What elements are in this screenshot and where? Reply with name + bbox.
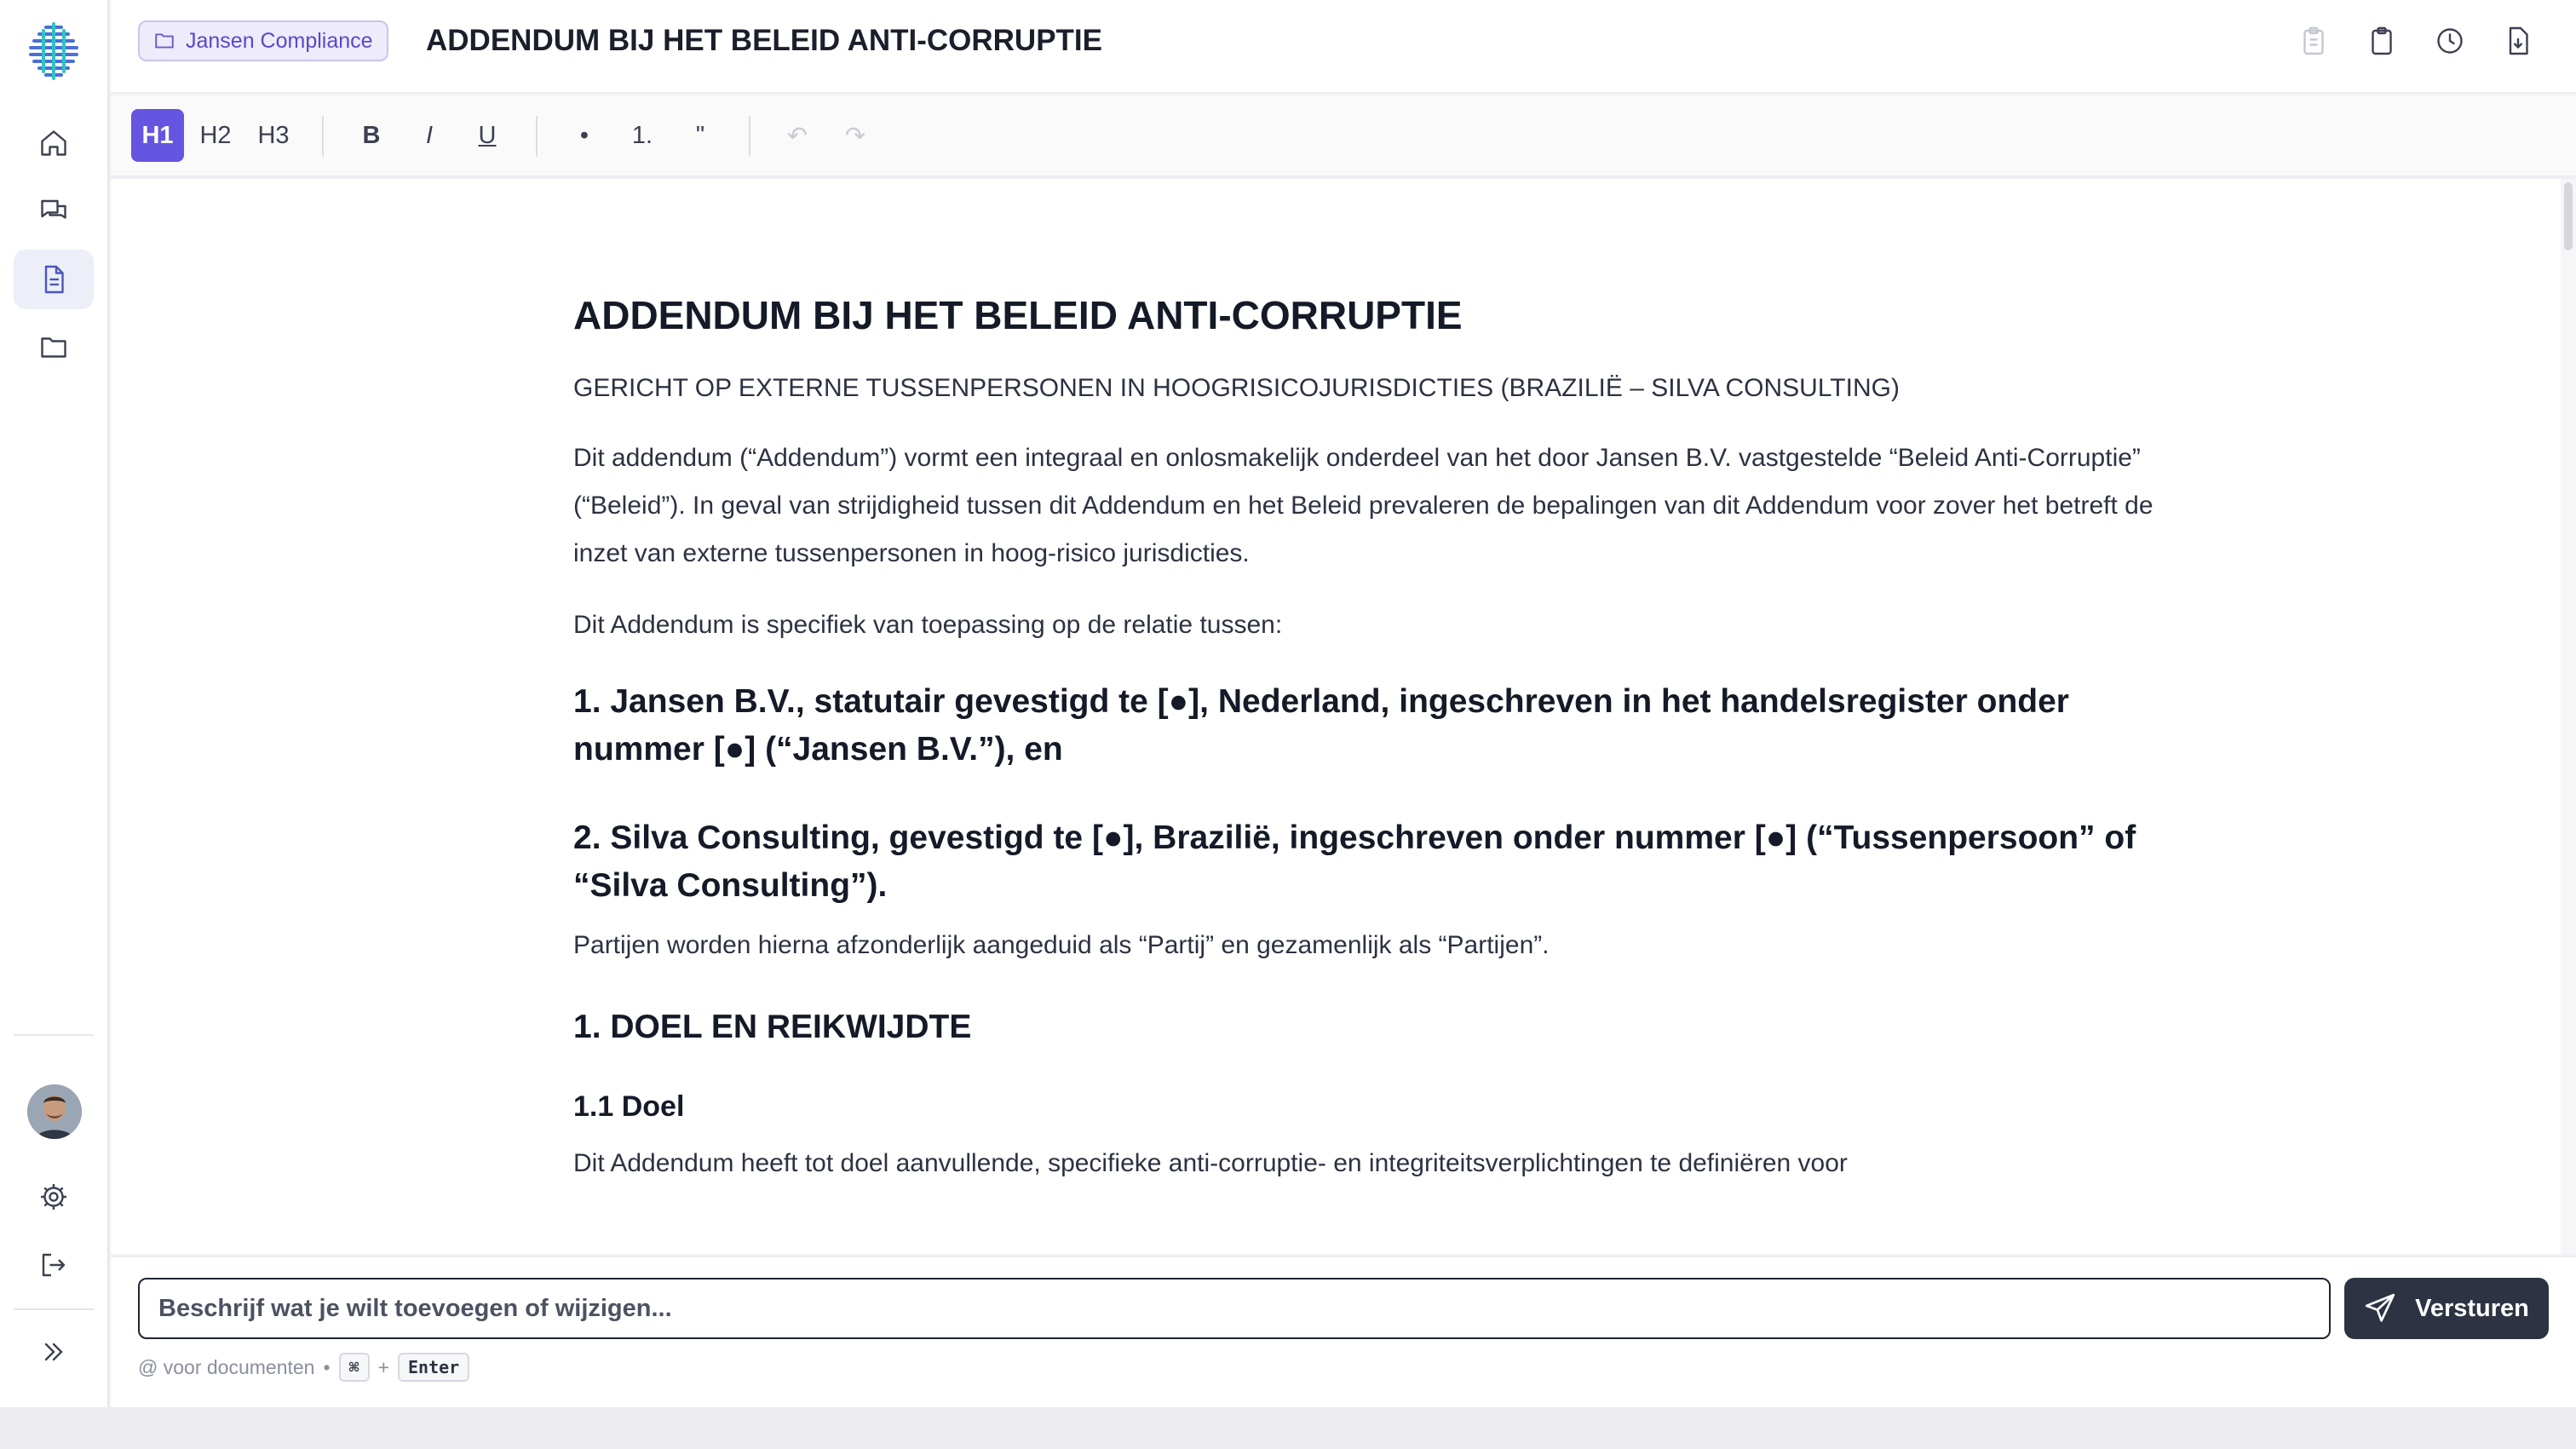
sidebar [0, 0, 109, 1407]
toolbar-separator [749, 116, 750, 157]
document-editor[interactable] [111, 179, 2561, 1254]
formatting-toolbar [111, 95, 2576, 177]
sidebar-divider [14, 1034, 94, 1036]
folder-icon [153, 30, 175, 52]
clock-icon [2435, 26, 2465, 56]
section-1-1-heading: 1.1 Doel [573, 1090, 685, 1123]
parties-note: Partijen worden hierna afzonderlijk aangeduid als “Partij” en gezamenlijk als “Partijen”. [573, 931, 1550, 959]
history-button[interactable] [2433, 24, 2467, 58]
document-content[interactable] [573, 290, 2209, 1187]
sidebar-item-documents[interactable] [14, 250, 94, 309]
toolbar-separator [322, 116, 324, 157]
document-icon [38, 264, 69, 295]
heading-3-button[interactable]: H3 [257, 121, 290, 149]
folder-badge-label: Jansen Compliance [186, 28, 373, 53]
scrollbar-thumb[interactable] [2564, 182, 2573, 250]
document-subtitle: GERICHT OP EXTERNE TUSSENPERSONEN IN HOOGRISICOJURISDICTIES (BRAZILIË – SILVA CONSULTING) [573, 374, 1900, 402]
undo-button[interactable]: ↶ [786, 122, 808, 150]
prompt-input[interactable] [138, 1278, 2331, 1339]
send-button-label: Versturen [2415, 1294, 2529, 1322]
heading-2-button[interactable]: H2 [199, 121, 232, 149]
download-button[interactable] [2501, 24, 2535, 58]
gear-icon [38, 1182, 69, 1212]
sidebar-item-chats[interactable] [14, 181, 94, 241]
home-icon [38, 128, 69, 158]
download-icon [2503, 26, 2533, 56]
document-header [111, 0, 2576, 94]
toolbar-separator [536, 116, 538, 157]
composer-hint [138, 1353, 469, 1382]
party-1-heading: 1. Jansen B.V., statutair gevestigd te [●], Nederland, ingeschreven in het handelsregister onder nummer [●] (“Jansen B.V.”), en [573, 683, 2069, 768]
applies-paragraph: Dit Addendum is specifiek van toepassing op de relatie tussen: [573, 611, 1283, 639]
hint-separator: • [323, 1355, 331, 1378]
ordered-list-button[interactable]: 1. [631, 121, 653, 149]
clipboard-list-button[interactable] [2297, 24, 2331, 58]
hint-plus: + [377, 1355, 390, 1378]
bottom-strip [0, 1407, 2576, 1449]
party-2-heading: 2. Silva Consulting, gevestigd te [●], Brazilië, ingeschreven onder nummer [●] (“Tussenpersoon” of “Silva Consulting”). [573, 819, 2136, 904]
chat-icon [38, 196, 69, 227]
send-button[interactable] [2344, 1278, 2549, 1339]
hint-text: @ voor documenten [138, 1355, 315, 1378]
underline-button[interactable]: U [478, 121, 497, 149]
sidebar-divider-bottom [14, 1308, 94, 1310]
bullet-list-button[interactable]: • [579, 121, 589, 149]
redo-button[interactable]: ↷ [844, 122, 866, 150]
sidebar-item-folders[interactable] [14, 318, 94, 377]
sidebar-item-home[interactable] [14, 113, 94, 173]
section-1-1-paragraph: Dit Addendum heeft tot doel aanvullende, specifieke anti-corruptie- en integriteitsverplichtingen te definiëren voor [573, 1149, 1848, 1177]
clipboard-button[interactable] [2365, 24, 2399, 58]
chevrons-right-icon [38, 1337, 69, 1367]
clipboard-icon [2366, 26, 2397, 56]
prompt-composer [111, 1256, 2576, 1407]
logout-button[interactable] [14, 1235, 94, 1295]
settings-button[interactable] [14, 1167, 94, 1227]
hint-key-command: ⌘ [339, 1353, 370, 1382]
clipboard-list-icon [2298, 26, 2329, 56]
italic-button[interactable]: I [425, 121, 434, 149]
section-1-heading: 1. DOEL EN REIKWIJDTE [573, 1009, 972, 1045]
send-icon [2364, 1292, 2396, 1325]
intro-paragraph: Dit addendum (“Addendum”) vormt een integraal en onlosmakelijk onderdeel van het door Jansen B.V. vastgestelde “Beleid Anti-Corruptie” (“Beleid”). In geval van strijdigheid tussen dit Addendum en het Beleid prevaleren de bepalingen van dit Addendum voor zover het betreft de inzet van externe tussenpersonen in hoog-risico jurisdicties. [573, 444, 2153, 567]
bold-button[interactable]: B [362, 121, 381, 149]
document-scrollbar[interactable] [2561, 179, 2576, 1254]
folder-icon [38, 332, 69, 363]
avatar[interactable] [27, 1084, 82, 1139]
logout-icon [38, 1250, 69, 1280]
quote-button[interactable]: " [695, 121, 705, 149]
hint-key-enter: Enter [398, 1353, 469, 1382]
folder-badge[interactable] [138, 20, 388, 61]
document-title: ADDENDUM BIJ HET BELEID ANTI-CORRUPTIE [573, 293, 1463, 337]
expand-sidebar-button[interactable] [14, 1322, 94, 1382]
user-avatar-icon [27, 1084, 82, 1139]
app-logo-icon[interactable] [27, 22, 80, 82]
heading-1-button[interactable]: H1 [131, 109, 184, 162]
page-title: ADDENDUM BIJ HET BELEID ANTI-CORRUPTIE [426, 24, 1102, 57]
